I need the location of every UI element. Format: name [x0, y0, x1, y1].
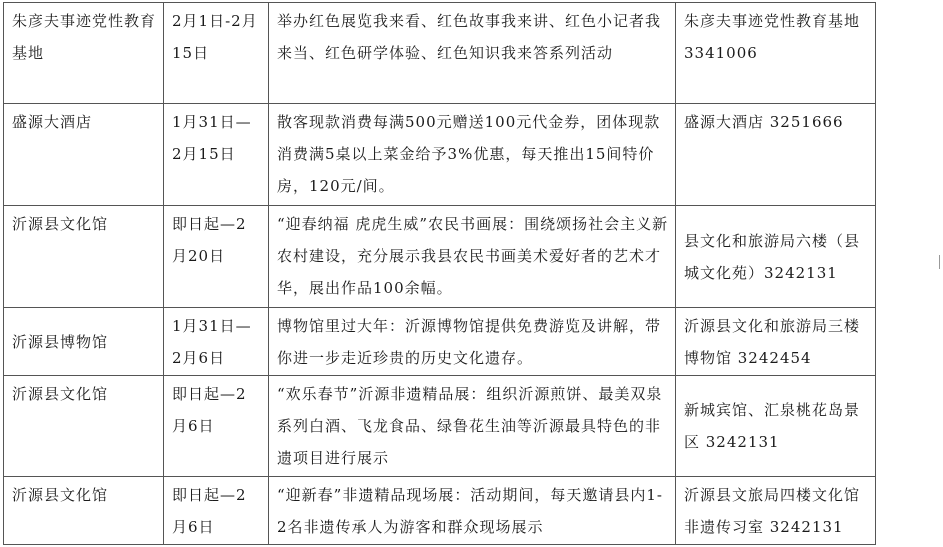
date-cell: 1月31日—2月15日 — [164, 104, 269, 206]
table-row — [4, 308, 876, 376]
table-row — [4, 206, 876, 308]
venue-cell: 盛源大酒店 — [4, 104, 164, 206]
venue-cell: 沂源县文化馆 — [4, 477, 164, 545]
contact-cell: 盛源大酒店 3251666 — [676, 104, 876, 206]
activity-cell: “迎新春”非遗精品现场展：活动期间，每天邀请县内1-2名非遗传承人为游客和群众现场展示 — [269, 477, 676, 545]
activity-cell: “欢乐春节”沂源非遗精品展：组织沂源煎饼、最美双泉系列白酒、飞龙食品、绿鲁花生油等沂源最具特色的非遗项目进行展示 — [269, 376, 676, 477]
venue-cell: 沂源县文化馆 — [4, 206, 164, 308]
activity-cell: 举办红色展览我来看、红色故事我来讲、红色小记者我来当、红色研学体验、红色知识我来答系列活动 — [269, 3, 676, 104]
date-cell: 即日起—2月6日 — [164, 376, 269, 477]
activity-cell: 散客现款消费每满500元赠送100元代金券，团体现款消费满5桌以上菜金给予3%优惠，每天推出15间特价房，120元/间。 — [269, 104, 676, 206]
venue-cell: 沂源县文化馆 — [4, 376, 164, 477]
date-cell: 2月1日-2月15日 — [164, 3, 269, 104]
contact-cell: 新城宾馆、汇泉桃花岛景区 3242131 — [676, 376, 876, 477]
activity-cell: “迎春纳福 虎虎生威”农民书画展：围绕颂扬社会主义新农村建设，充分展示我县农民书画美术爱好者的艺术才华，展出作品100余幅。 — [269, 206, 676, 308]
activity-cell: 博物馆里过大年：沂源博物馆提供免费游览及讲解，带你进一步走近珍贵的历史文化遗存。 — [269, 308, 676, 376]
date-cell: 1月31日—2月6日 — [164, 308, 269, 376]
date-cell: 即日起—2月20日 — [164, 206, 269, 308]
contact-cell: 沂源县文化和旅游局三楼博物馆 3242454 — [676, 308, 876, 376]
venue-cell: 沂源县博物馆 — [4, 308, 164, 376]
venue-cell: 朱彦夫事迹党性教育基地 — [4, 3, 164, 104]
table-row — [4, 104, 876, 206]
contact-cell: 朱彦夫事迹党性教育基地 3341006 — [676, 3, 876, 104]
date-cell: 即日起—2月6日 — [164, 477, 269, 545]
scroll-edge-marker — [939, 255, 943, 269]
contact-cell: 县文化和旅游局六楼（县城文化苑）3242131 — [676, 206, 876, 308]
table-row — [4, 3, 876, 104]
contact-cell: 沂源县文旅局四楼文化馆非遗传习室 3242131 — [676, 477, 876, 545]
table-row — [4, 477, 876, 545]
table-row — [4, 376, 876, 477]
events-table — [3, 2, 876, 545]
